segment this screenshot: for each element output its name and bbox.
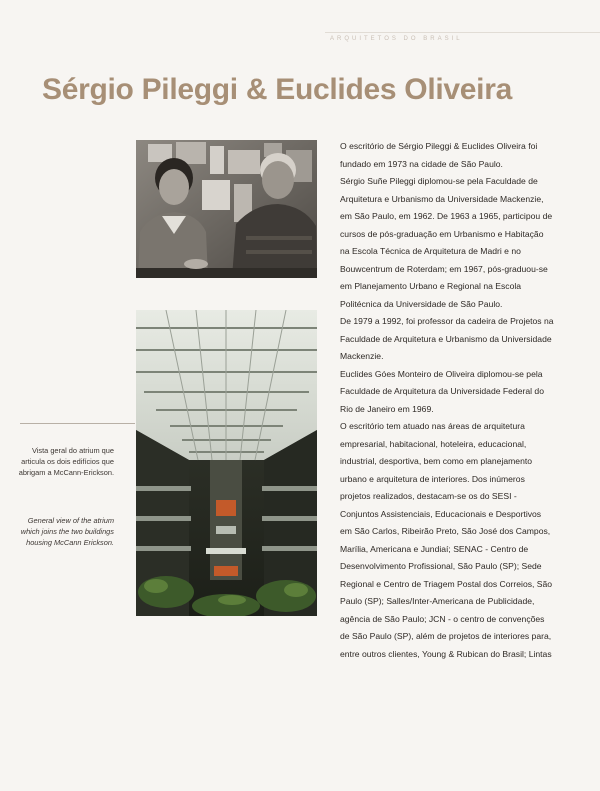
paragraph: O escritório de Sérgio Pileggi & Euclides Oliveira foi fundado em 1973 na cidade de São Paulo. [340,141,538,169]
caption-rule [20,423,135,424]
paragraph: De 1979 a 1992, foi professor da cadeira de Projetos na Faculdade de Arquitetura e Urbanismo da Universidade Mackenzie. [340,316,554,361]
caption-english: General view of the atrium which joins the two buildings housing McCann Erickson. [20,516,114,547]
paragraph: Euclides Góes Monteiro de Oliveira diplomou-se pela Faculdade de Arquitetura da Universidade Federal do Rio de Janeiro em 1969. [340,368,544,414]
section-header: ARQUITETOS DO BRASIL [330,36,463,42]
header-rule [325,32,600,33]
caption-portuguese: Vista geral do atrium que articula os dois edifícios que abrigam a McCann-Erickson. [18,446,114,477]
page-title: Sérgio Pileggi & Euclides Oliveira [42,73,512,106]
paragraph: O escritório tem atuado nas áreas de arquitetura empresarial, habitacional, hoteleira, educacional, industrial, desportiva, bem como em planejamento urbano e arquitetura de interiores. Dos inúmeros projetos realizados, destacam-se os do SESI - Conjuntos Assistenciais, Educacionais e Desportivos em São Carlos, Ribeirão Preto, São José dos Campos, Marília, Americana e Jundiaí; SENAC - Centro de Desenvolvimento Profissional, São Paulo (SP); Sede Regional e Centro de Triagem Postal dos Correios, São Paulo (SP); Salles/Inter-Americana de Publicidade, agência de São Paulo; JCN - o centro de convenções de São Paulo (SP), além de projetos de interiores para, entre outros clientes, Young & Rubican do Brasil; Lintas [340,421,553,659]
paragraph: Sérgio Suñe Pileggi diplomou-se pela Faculdade de Arquitetura e Urbanismo da Universidade Mackenzie, em São Paulo, em 1962. De 1963 a 1965, participou de cursos de pós-graduação em Urbanismo e Habitação na Escola Técnica de Arquitetura de Madri e no Bouwcentrum de Roterdam; em 1967, pós-graduou-se em Planejamento Urbano e Regional na Escola Politécnica da Universidade de São Paulo. [340,176,553,309]
biography-text [340,138,555,663]
atrium-photo [136,310,317,616]
architects-portrait-photo [136,140,317,278]
